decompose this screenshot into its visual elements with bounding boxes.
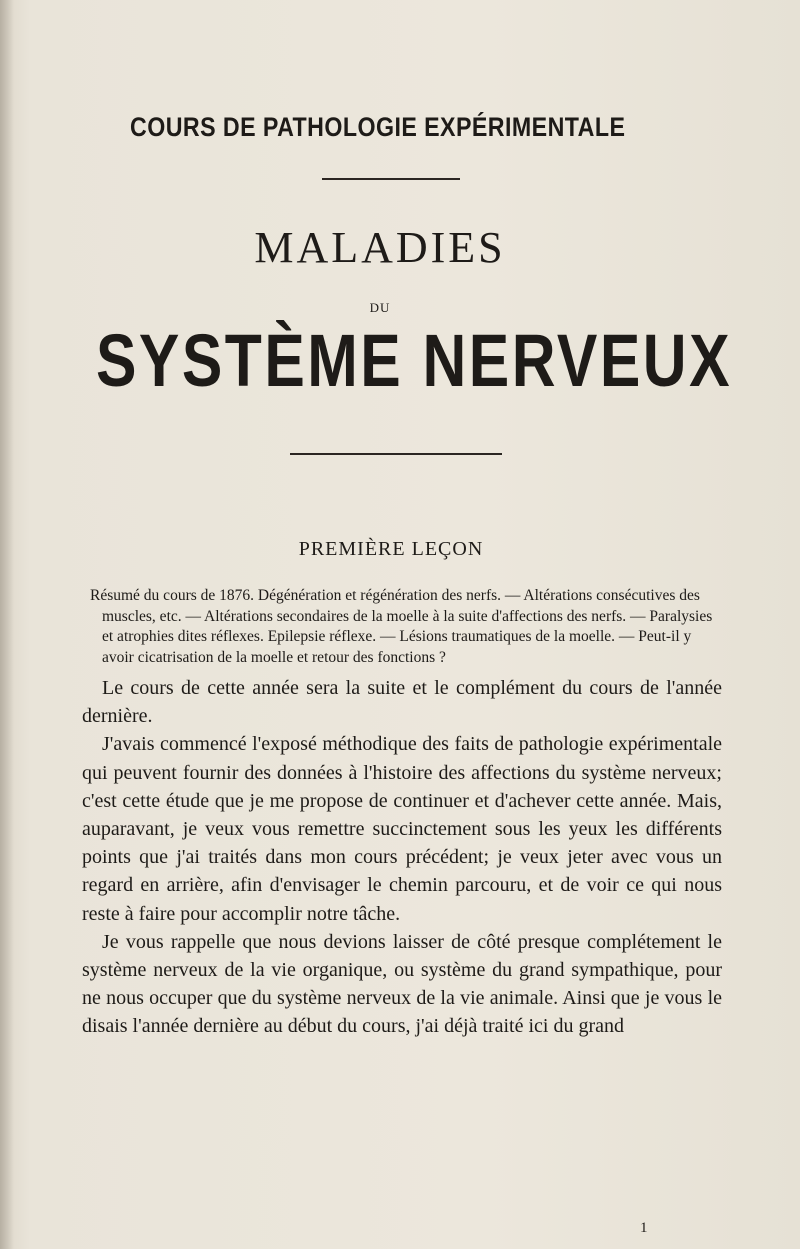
series-title: COURS DE PATHOLOGIE EXPÉRIMENTALE [130,112,626,142]
title-connector: DU [369,300,391,315]
title-divider [322,178,460,180]
subject-title: SYSTÈME NERVEUX [96,319,732,402]
main-title: MALADIES [254,223,506,272]
section-divider [290,453,502,455]
paragraph: Je vous rappelle que nous devions laisser de côté presque complétement le système nerveux de la vie organique, ou système du grand sympathique, pour ne nous occuper que du système nerveux de la vie animale. Ainsi que je vous le disais l'année dernière au début du cours, j'ai déjà traité ici du grand [82,930,722,1038]
lesson-summary: Résumé du cours de 1876. Dégénération et régénération des nerfs. — Altérations consécutives des muscles, etc. — Altérations secondaires de la moelle à la suite d'affections des nerfs. — Paralysies et atrophies dites réflexes. Epilepsie réflexe. — Lésions traumatiques de la moelle. — Peut-il y avoir cicatrisation de la moelle et retour des fonctions ? [90,587,713,666]
body-text [82,674,722,1041]
lesson-title: PREMIÈRE LEÇON [298,538,484,560]
page-number: 1 [640,1220,648,1236]
paragraph: J'avais commencé l'exposé méthodique des faits de pathologie expérimentale qui peuvent fournir des données à l'histoire des affections du système nerveux; c'est cette étude que je me propose de continuer et d'achever cette année. Mais, auparavant, je veux vous remettre succinctement sous les yeux les différents points que j'ai traités dans mon cours précédent; je veux jeter avec vous un regard en arrière, afin d'envisager le chemin parcouru, et de voir ce qui nous reste à faire pour accomplir notre tâche. [82,733,722,925]
page-edge-shadow [0,0,14,1249]
paragraph: Le cours de cette année sera la suite et le complément du cours de l'année dernière. [82,677,722,728]
